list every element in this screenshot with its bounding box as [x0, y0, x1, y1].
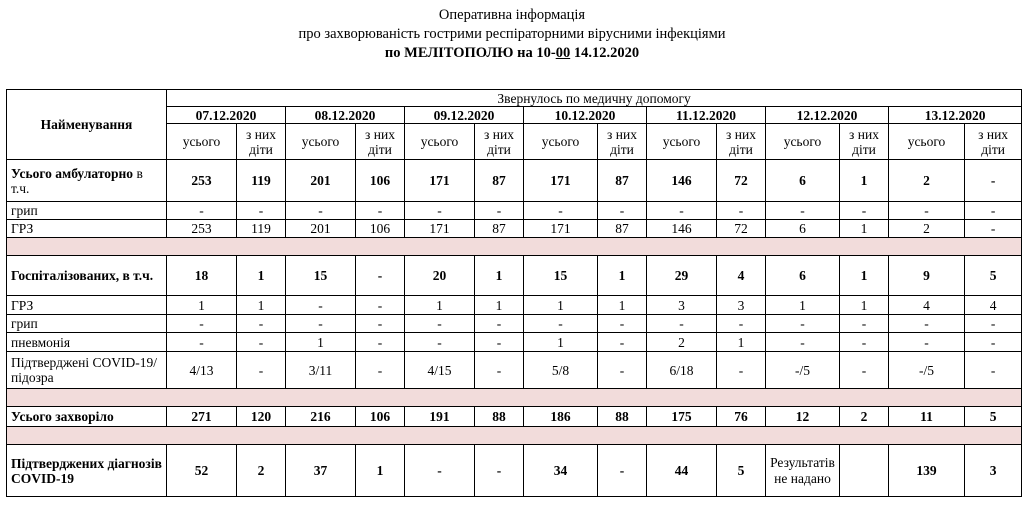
table-cell: - — [167, 333, 237, 352]
table-cell: 87 — [475, 220, 524, 238]
name-column-header: Найменування — [7, 90, 167, 160]
table-cell: - — [405, 202, 475, 220]
table-cell: - — [475, 333, 524, 352]
sub-header-children: з них діти — [840, 124, 889, 160]
separator-row — [7, 389, 1022, 407]
table-cell: - — [965, 202, 1022, 220]
table-cell: 6 — [766, 256, 840, 296]
table-cell: 253 — [167, 160, 237, 202]
table-cell: - — [356, 256, 405, 296]
table-cell: - — [647, 315, 717, 333]
table-cell: - — [840, 315, 889, 333]
table-cell: 1 — [286, 333, 356, 352]
header-line-2: про захворюваність гострими респіраторними вірусними інфекціями — [298, 26, 726, 42]
table-cell: 106 — [356, 220, 405, 238]
table-cell: 119 — [237, 220, 286, 238]
table-cell: - — [766, 315, 840, 333]
table-cell: 87 — [598, 160, 647, 202]
sub-header-children: з них діти — [356, 124, 405, 160]
table-cell: - — [766, 202, 840, 220]
table-cell: 37 — [286, 445, 356, 497]
table-cell: 88 — [475, 407, 524, 427]
table-cell: - — [717, 315, 766, 333]
row-label: Підтверджені COVID-19/підозра — [7, 352, 167, 389]
table-cell: - — [356, 315, 405, 333]
table-cell: - — [237, 333, 286, 352]
table-cell: -/5 — [889, 352, 965, 389]
table-cell: 12 — [766, 407, 840, 427]
table-cell: - — [405, 333, 475, 352]
table-cell: - — [647, 202, 717, 220]
table-cell: 3 — [647, 296, 717, 315]
table-row — [7, 202, 1022, 220]
sub-header-total: усього — [286, 124, 356, 160]
table-cell: 4 — [965, 296, 1022, 315]
table-cell: - — [717, 352, 766, 389]
sub-header-total: усього — [647, 124, 717, 160]
table-cell: - — [167, 202, 237, 220]
table-cell: - — [524, 202, 598, 220]
table-row — [7, 160, 1022, 202]
table-cell: -/5 — [766, 352, 840, 389]
date-header: 10.12.2020 — [524, 107, 647, 124]
row-label: ГРЗ — [7, 220, 167, 238]
table-cell: - — [965, 333, 1022, 352]
table-cell: - — [356, 296, 405, 315]
table-cell: 1 — [717, 333, 766, 352]
table-cell: 18 — [167, 256, 237, 296]
row-label: пневмонія — [7, 333, 167, 352]
table-cell: 6/18 — [647, 352, 717, 389]
table-cell: 1 — [598, 296, 647, 315]
table-cell — [840, 445, 889, 497]
table-cell: 44 — [647, 445, 717, 497]
table-cell: 4/13 — [167, 352, 237, 389]
table-cell: 2 — [237, 445, 286, 497]
table-cell: - — [965, 315, 1022, 333]
table-cell: 106 — [356, 407, 405, 427]
table-cell: - — [598, 202, 647, 220]
table-cell: - — [356, 202, 405, 220]
table-cell: 5 — [717, 445, 766, 497]
table-cell: 2 — [647, 333, 717, 352]
table-cell: 1 — [524, 333, 598, 352]
table-row — [7, 256, 1022, 296]
table-cell: 175 — [647, 407, 717, 427]
table-cell: - — [356, 352, 405, 389]
table-cell: - — [237, 315, 286, 333]
table-cell: 4/15 — [405, 352, 475, 389]
date-header: 13.12.2020 — [889, 107, 1022, 124]
table-cell: - — [598, 333, 647, 352]
table-cell: 1 — [237, 256, 286, 296]
table-cell: 15 — [524, 256, 598, 296]
table-cell: 9 — [889, 256, 965, 296]
table-cell: 5/8 — [524, 352, 598, 389]
date-header: 11.12.2020 — [647, 107, 766, 124]
table-row — [7, 296, 1022, 315]
table-cell: - — [840, 352, 889, 389]
table-cell: - — [840, 333, 889, 352]
table-cell: - — [286, 202, 356, 220]
table-cell: 171 — [524, 160, 598, 202]
table-cell: - — [167, 315, 237, 333]
table-cell: - — [356, 333, 405, 352]
table-cell: - — [840, 202, 889, 220]
table-cell: 88 — [598, 407, 647, 427]
table-cell: 171 — [405, 220, 475, 238]
row-label: Усього захворіло — [7, 407, 167, 427]
table-row — [7, 333, 1022, 352]
row-label: грип — [7, 315, 167, 333]
table-cell: - — [475, 445, 524, 497]
table-cell: 1 — [475, 256, 524, 296]
table-cell: 201 — [286, 220, 356, 238]
table-cell: 1 — [405, 296, 475, 315]
table-cell: 1 — [840, 296, 889, 315]
table-cell: 271 — [167, 407, 237, 427]
table-cell: 1 — [524, 296, 598, 315]
table-cell: 201 — [286, 160, 356, 202]
table-cell: 2 — [840, 407, 889, 427]
row-label: Усього амбулаторно в т.ч. — [7, 160, 167, 202]
table-cell: 216 — [286, 407, 356, 427]
table-cell: - — [286, 296, 356, 315]
table-cell: 1 — [840, 256, 889, 296]
table-cell: 87 — [475, 160, 524, 202]
table-cell: 5 — [965, 256, 1022, 296]
table-cell: 29 — [647, 256, 717, 296]
table-cell: - — [405, 445, 475, 497]
table-cell: 4 — [889, 296, 965, 315]
table-row — [7, 315, 1022, 333]
table-cell: 120 — [237, 407, 286, 427]
table-cell: 253 — [167, 220, 237, 238]
sub-header-children: з них діти — [475, 124, 524, 160]
sub-header-total: усього — [524, 124, 598, 160]
table-cell: - — [237, 352, 286, 389]
table-cell: - — [598, 352, 647, 389]
table-cell: - — [717, 202, 766, 220]
date-header: 08.12.2020 — [286, 107, 405, 124]
table-cell: 4 — [717, 256, 766, 296]
table-cell: 1 — [475, 296, 524, 315]
table-cell: 3/11 — [286, 352, 356, 389]
table-cell: 76 — [717, 407, 766, 427]
table-cell: 119 — [237, 160, 286, 202]
table-cell: 1 — [237, 296, 286, 315]
header-line-3: по МЕЛІТОПОЛЮ на 10-00 14.12.2020 — [384, 45, 640, 61]
table-row — [7, 352, 1022, 389]
table-cell: 52 — [167, 445, 237, 497]
table-cell: 6 — [766, 160, 840, 202]
table-cell: 146 — [647, 160, 717, 202]
group-header: Звернулось по медичну допомогу — [167, 90, 1022, 107]
table-cell: - — [965, 220, 1022, 238]
table-cell: 3 — [717, 296, 766, 315]
table-cell: 87 — [598, 220, 647, 238]
table-row — [7, 445, 1022, 497]
table-cell: 72 — [717, 160, 766, 202]
table-cell: 1 — [598, 256, 647, 296]
row-label: ГРЗ — [7, 296, 167, 315]
table-cell: 6 — [766, 220, 840, 238]
table-cell: 72 — [717, 220, 766, 238]
separator-row — [7, 427, 1022, 445]
table-cell: 1 — [356, 445, 405, 497]
table-cell: 191 — [405, 407, 475, 427]
sub-header-total: усього — [167, 124, 237, 160]
row-label: грип — [7, 202, 167, 220]
table-cell: 171 — [524, 220, 598, 238]
table-cell: 1 — [167, 296, 237, 315]
sub-header-total: усього — [766, 124, 840, 160]
table-cell: Результатів не надано — [766, 445, 840, 497]
table-cell: - — [965, 160, 1022, 202]
sub-header-total: усього — [889, 124, 965, 160]
table-cell: - — [524, 315, 598, 333]
table-cell: - — [889, 315, 965, 333]
sub-header-children: з них діти — [965, 124, 1022, 160]
document-header — [0, 0, 1024, 64]
table-cell: 106 — [356, 160, 405, 202]
table-cell: - — [766, 333, 840, 352]
sub-header-children: з них діти — [717, 124, 766, 160]
table-cell: 20 — [405, 256, 475, 296]
table-cell: 146 — [647, 220, 717, 238]
table-cell: 3 — [965, 445, 1022, 497]
sub-header-children: з них діти — [598, 124, 647, 160]
table-cell: 2 — [889, 220, 965, 238]
row-label: Підтверджених діагнозів COVID-19 — [7, 445, 167, 497]
sub-header-total: усього — [405, 124, 475, 160]
date-header: 09.12.2020 — [405, 107, 524, 124]
table-row — [7, 220, 1022, 238]
table-cell: 1 — [766, 296, 840, 315]
morbidity-table — [6, 89, 1022, 497]
table-cell: - — [237, 202, 286, 220]
header-line-1: Оперативна інформація — [438, 7, 586, 23]
table-cell: - — [475, 352, 524, 389]
table-cell: 1 — [840, 160, 889, 202]
table-cell: - — [598, 315, 647, 333]
table-cell: 139 — [889, 445, 965, 497]
table-cell: 11 — [889, 407, 965, 427]
table-row — [7, 407, 1022, 427]
table-cell: - — [475, 202, 524, 220]
table-cell: 15 — [286, 256, 356, 296]
date-header: 07.12.2020 — [167, 107, 286, 124]
sub-header-children: з них діти — [237, 124, 286, 160]
table-cell: - — [286, 315, 356, 333]
table-cell: - — [965, 352, 1022, 389]
table-cell: - — [889, 202, 965, 220]
table-cell: 1 — [840, 220, 889, 238]
row-label: Госпіталізованих, в т.ч. — [7, 256, 167, 296]
separator-row — [7, 238, 1022, 256]
date-header: 12.12.2020 — [766, 107, 889, 124]
table-cell: - — [475, 315, 524, 333]
table-cell: - — [405, 315, 475, 333]
table-cell: - — [598, 445, 647, 497]
table-cell: 5 — [965, 407, 1022, 427]
table-cell: 171 — [405, 160, 475, 202]
table-cell: 34 — [524, 445, 598, 497]
table-cell: 186 — [524, 407, 598, 427]
table-cell: 2 — [889, 160, 965, 202]
table-cell: - — [889, 333, 965, 352]
